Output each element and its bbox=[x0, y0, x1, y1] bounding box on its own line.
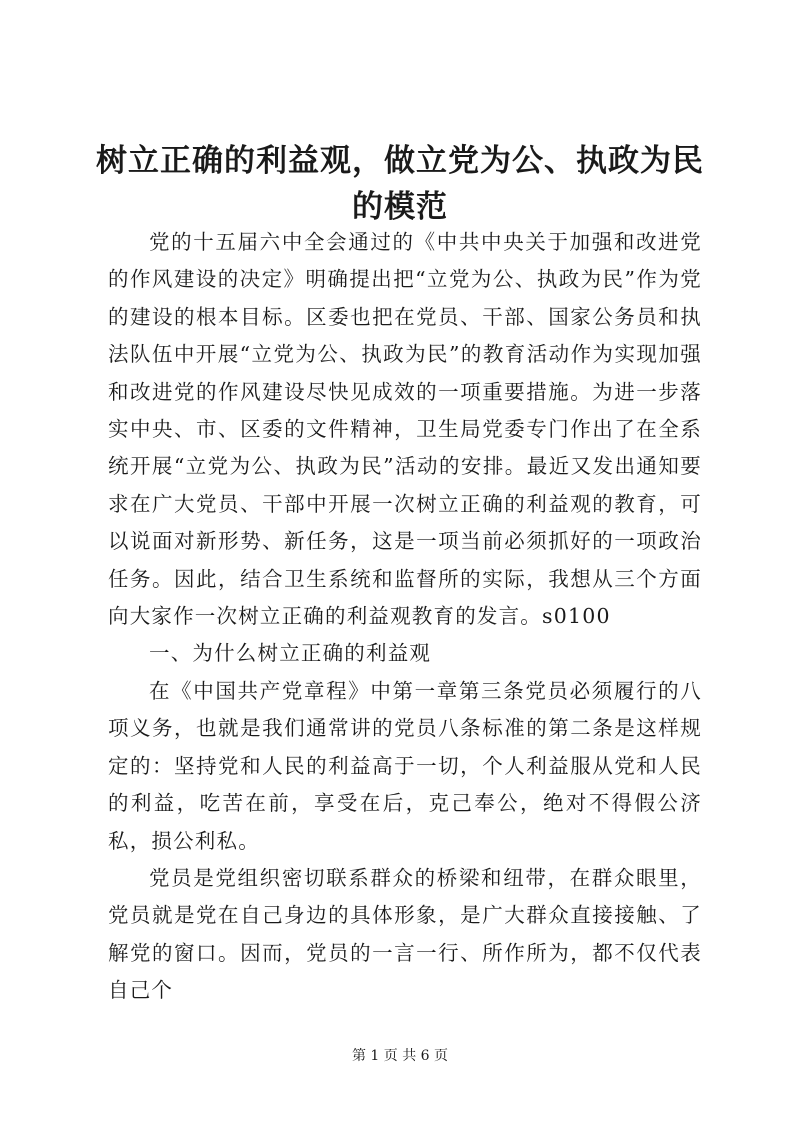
page-footer: 第 1 页 共 6 页 bbox=[351, 1048, 449, 1064]
section-heading-1: 一、为什么树立正确的利益观 bbox=[149, 641, 432, 666]
paragraph-party-charter: 在《中国共产党章程》中第一章第三条党员必须履行的八项义务，也就是我们通常讲的党员八条标准的第二条是这样规定的：坚持党和人民的利益高于一切，个人利益服从党和人民的利益，吃苦在前，享受在后，克己奉公，绝对不得假公济私，损公利私。 bbox=[108, 678, 702, 853]
paragraph-party-members: 党员是党组织密切联系群众的桥梁和纽带，在群众眼里，党员就是党在自己身边的具体形象，是广大群众直接接触、了解党的窗口。因而，党员的一言一行、所作所为，都不仅代表自己个 bbox=[108, 865, 702, 1003]
paragraph-intro: 党的十五届六中全会通过的《中共中央关于加强和改进党的作风建设的决定》明确提出把“立党为公、执政为民”作为党的建设的根本目标。区委也把在党员、干部、国家公务员和执法队伍中开展“立党为公、执政为民”的教育活动作为实现加强和改进党的作风建设尽快见成效的一项重要措施。为进一步落实中央、市、区委的文件精神，卫生局党委专门作出了在全系统开展“立党为公、执政为民”活动的安排。最近又发出通知要求在广大党员、干部中开展一次树立正确的利益观的教育，可以说面对新形势、新任务，这是一项当前必须抓好的一项政治任务。因此，结合卫生系统和监督所的实际，我想从三个方面向大家作一次树立正确的利益观教育的发言。s0100 bbox=[108, 230, 702, 629]
document-title: 树立正确的利益观，做立党为公、执政为民的模范 bbox=[96, 143, 704, 225]
document-body bbox=[108, 224, 702, 1010]
